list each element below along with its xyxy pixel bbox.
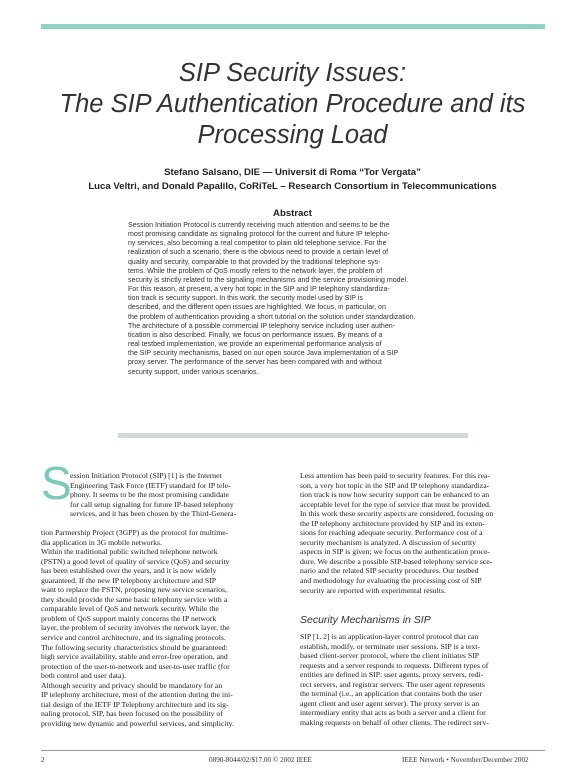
left-body-line: naling protocol, SIP, has been focused on the possibility of bbox=[41, 709, 223, 719]
left-body-line: has been established over the years, and it is now widely bbox=[41, 566, 217, 576]
title-line-1: SIP Security Issues: bbox=[178, 59, 407, 87]
left-body-line: protection of the user-to-network and user-to-user traffic (for bbox=[41, 661, 230, 671]
left-body-line: The following security characteristics should be guaranteed: bbox=[41, 642, 228, 652]
left-body-line: providing new dynamic and powerful services, and simplicity. bbox=[41, 718, 234, 728]
abstract-line: tication is also described. Finally, we focus on performance issues. By means of a bbox=[128, 331, 383, 339]
right-body-line: the IP telephony architecture provided by SIP and its exten- bbox=[300, 518, 485, 528]
abstract-line: For this reason, at present, a very hot topic in the SIP and IP telephony standardiza- bbox=[128, 286, 390, 294]
left-body-line: (PSTN) a good level of quality of service (QoS) and security bbox=[41, 556, 230, 566]
abstract-line: most promising candidate as signaling protocol for the current and future IP telepho- bbox=[128, 231, 390, 239]
copyright-code: 0890-8044/02/$17.00 © 2002 IEEE bbox=[209, 756, 312, 764]
abstract-line: real testbed implementation, we provide an experimental performance analysis of bbox=[128, 341, 382, 349]
right-section-line: requests and a server responds to requests. Different types of bbox=[300, 660, 489, 670]
abstract-line: Session Initiation Protocol is currently receiving much attention and seems to be the bbox=[128, 222, 390, 229]
top-accent-bar bbox=[41, 24, 545, 29]
right-body-line: sions for reaching adequate security. Performance cost of a bbox=[300, 528, 483, 538]
abstract-line: the problem of authentication providing a short tutorial on the solution under standardization. bbox=[128, 313, 416, 321]
journal-info: IEEE Network • November/December 2002 bbox=[402, 756, 529, 764]
left-intro-line: ession Initiation Protocol (SIP) [1] is the Internet bbox=[70, 471, 222, 480]
abstract-line: security support, under various scenarios. bbox=[128, 368, 259, 376]
abstract-line: the SIP security mechanisms, based on our open source Java implementation of a SIP bbox=[128, 350, 399, 358]
abstract-line: ny services, also becoming a real competitor to plain old telephone service. For the bbox=[128, 240, 387, 248]
left-body-line: Within the traditional public switched telephone network bbox=[41, 547, 218, 557]
left-intro-line: services, and it has been chosen by the Third-Genera- bbox=[70, 509, 237, 519]
right-section-line: entities are defined in SIP: user agents, proxy servers, redi- bbox=[300, 670, 484, 680]
right-body-line: security mechanism is analyzed. A discussion of security bbox=[300, 537, 477, 547]
right-body-line: son, a very hot topic in the SIP and IP telephony standardiza- bbox=[300, 480, 490, 490]
abstract-line: tion track is security support. In this work, the security model used by SIP is bbox=[128, 295, 363, 303]
left-body-line: dia application in 3G mobile networks. bbox=[41, 537, 162, 547]
right-section-line: based client-server protocol, where the client initiates SIP bbox=[300, 651, 480, 661]
title-line-3: Processing Load bbox=[197, 121, 388, 149]
left-body-line: guaranteed. If the new IP telephony architecture and SIP bbox=[41, 575, 217, 585]
page-number: 2 bbox=[41, 756, 45, 764]
left-column-intro bbox=[70, 471, 282, 519]
author-line-2: Luca Veltri, and Donald Papalilo, CoRiTeL – Research Consortium in Telecommunications bbox=[88, 181, 497, 192]
left-column-body bbox=[41, 528, 283, 728]
left-intro-line: phony. It seems to be the most promising candidate bbox=[70, 490, 229, 500]
right-body-line: tion track is now how security support can be enhanced to an bbox=[300, 490, 490, 500]
left-body-line: both control and user data). bbox=[41, 671, 127, 681]
left-body-line: tion Partnership Project (3GPP) as the protocol for multime- bbox=[41, 528, 229, 537]
abstract-line: proxy server. The performance of the server has been compared with and without bbox=[128, 359, 382, 367]
left-body-line: comparable level of QoS and network security. While the bbox=[41, 604, 219, 614]
abstract-line: realization of such a scenario, there is the obvious need to provide a certain level of bbox=[128, 249, 389, 257]
right-section-line: SIP [1, 2] is an application-layer control protocol that can bbox=[300, 632, 479, 641]
section-heading: Security Mechanisms in SIP bbox=[300, 614, 431, 626]
left-body-line: Although security and privacy should be mandatory for an bbox=[41, 680, 223, 690]
abstract-line: described, and the different open issues are highlighted. We focus, in particular, on bbox=[128, 304, 386, 312]
left-body-line: high service availability, stable and error-free operation, and bbox=[41, 652, 228, 662]
title-line-2: The SIP Authentication Procedure and its bbox=[59, 90, 526, 118]
abstract-line: quality and security, comparable to that provided by the traditional telephone sys- bbox=[128, 258, 381, 266]
authors-block bbox=[20, 166, 565, 194]
left-body-line: IP telephony architecture, most of the attention during the ini- bbox=[41, 690, 233, 700]
left-body-line: service and control architecture, and its signaling protocols. bbox=[41, 633, 226, 643]
right-body-line: aspects in SIP is given; we focus on the authentication proce- bbox=[300, 547, 490, 557]
right-column-body bbox=[300, 471, 545, 595]
drop-cap: S bbox=[41, 457, 72, 509]
left-intro-line: for call setup signaling for future IP-based telephony bbox=[70, 499, 234, 509]
left-body-line: layer, the problem of security involves the network layer, the bbox=[41, 623, 230, 633]
abstract-text bbox=[128, 221, 458, 377]
right-body-line: dure. We describe a possible SIP-based telephony service sce- bbox=[300, 556, 493, 566]
abstract-line: tems. While the problem of QoS mostly refers to the network layer, the problem of bbox=[128, 267, 383, 275]
left-body-line: they should provide the same basic telephony service with a bbox=[41, 594, 228, 604]
right-section-line: making requests on behalf of other clients. The redirect serv- bbox=[300, 717, 489, 727]
left-intro-line: Engineering Task Force (IETF) standard for IP tele- bbox=[70, 480, 231, 490]
right-body-line: Less attention has been paid to security features. For this rea- bbox=[300, 471, 491, 480]
right-column-section-body bbox=[300, 632, 545, 727]
right-body-line: In this work these security aspects are considered, focusing on bbox=[300, 509, 494, 519]
right-section-line: agent client and user agent server). The proxy server is an bbox=[300, 698, 480, 708]
left-body-line: problem of QoS support mainly concerns the IP network bbox=[41, 613, 217, 623]
right-section-line: rect servers, and registrar servers. The user agent represents bbox=[300, 679, 485, 689]
right-section-line: intermediary entity that acts as both a server and a client for bbox=[300, 708, 486, 718]
abstract-divider bbox=[118, 433, 468, 438]
abstract-line: security is strictly related to the signaling mechanisms and the service provisioning model. bbox=[128, 276, 409, 284]
abstract-line: The architecture of a possible commercial IP telephony service including user authen- bbox=[128, 322, 396, 330]
left-body-line: tial design of the IETF IP Telephony architecture and its sig- bbox=[41, 699, 229, 709]
article-title bbox=[30, 58, 555, 151]
right-body-line: acceptable level for the type of service that must be provided. bbox=[300, 499, 491, 509]
right-body-line: nario and the related SIP security procedures. Our testbed bbox=[300, 566, 479, 576]
abstract-heading: Abstract bbox=[273, 208, 312, 219]
right-body-line: security are reported with experimental results. bbox=[300, 585, 446, 595]
right-section-line: establish, modify, or terminate user sessions. SIP is a text- bbox=[300, 641, 481, 651]
left-body-line: want to replace the PSTN, proposing new service scenarios, bbox=[41, 585, 227, 595]
right-section-line: the terminal (i.e., an application that contains both the user bbox=[300, 689, 483, 699]
right-body-line: and methodology for evaluating the processing cost of SIP bbox=[300, 576, 482, 586]
footer-rule bbox=[41, 750, 545, 751]
author-line-1: Stefano Salsano, DIE — Universit di Roma “Tor Vergata” bbox=[164, 167, 421, 178]
